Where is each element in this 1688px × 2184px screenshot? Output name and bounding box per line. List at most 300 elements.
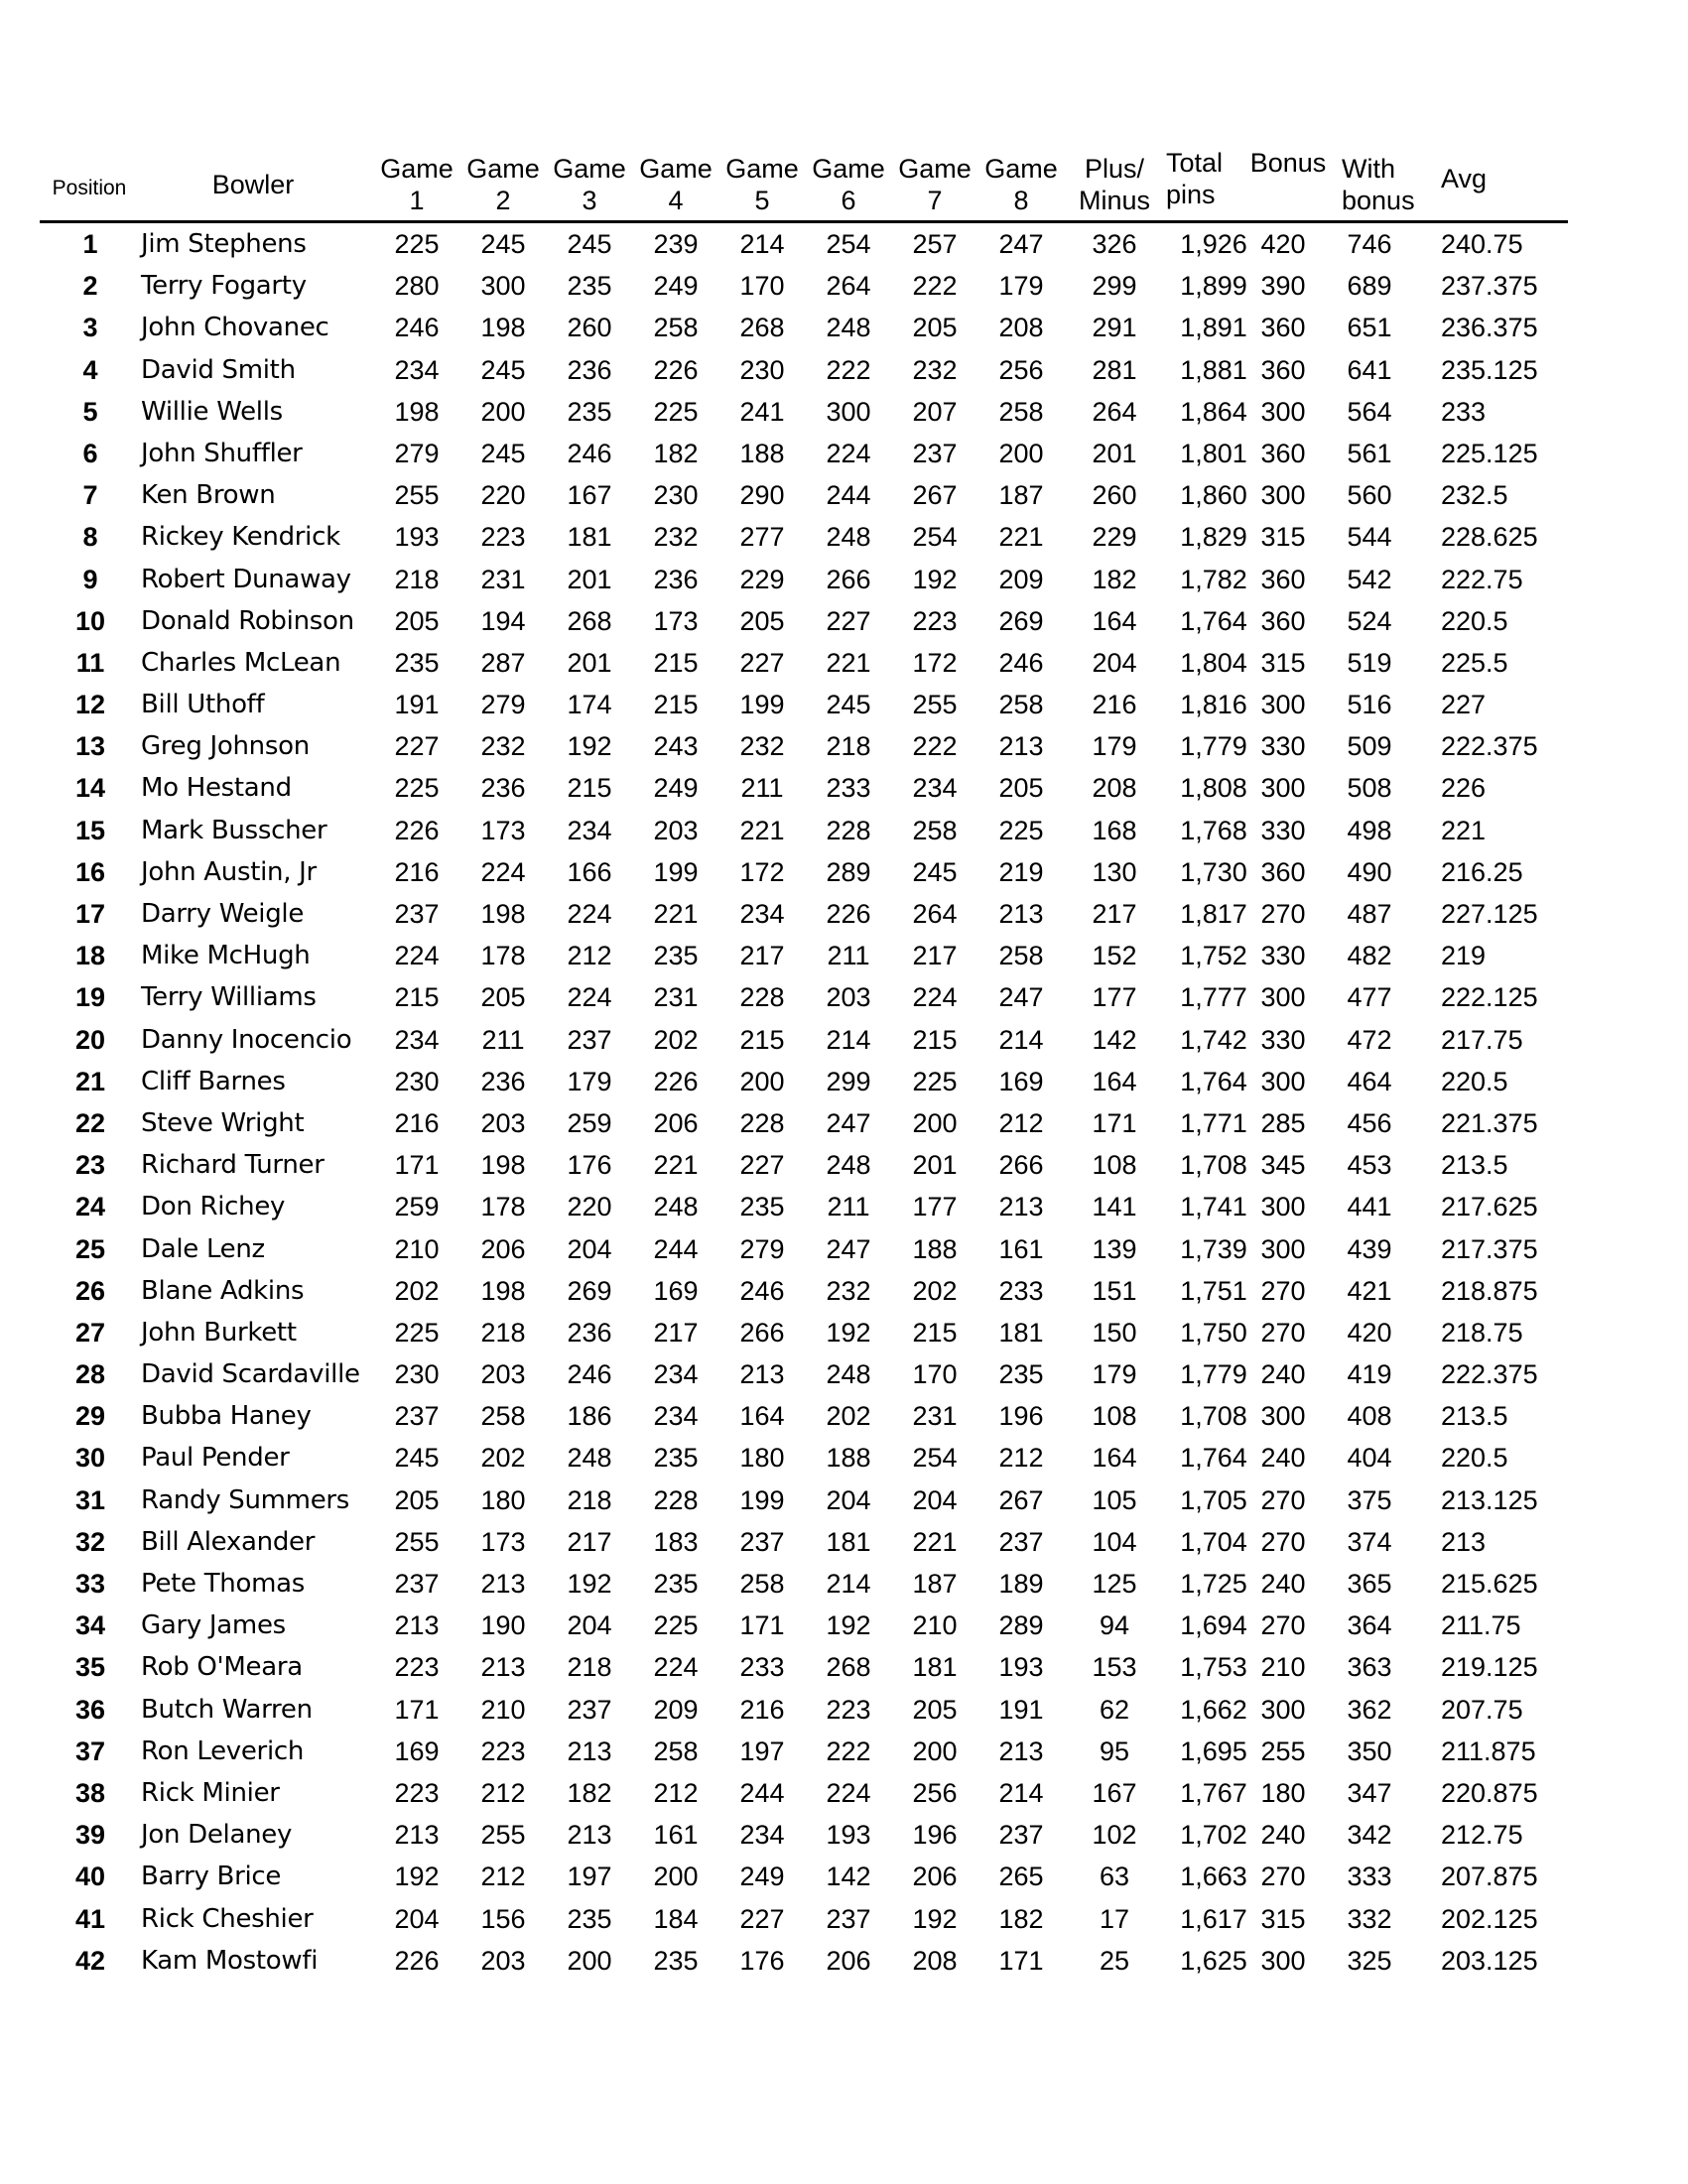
bonus-cell: 285 bbox=[1260, 1107, 1306, 1138]
with-bonus-cell: 347 bbox=[1347, 1777, 1392, 1808]
with-bonus-cell: 641 bbox=[1347, 354, 1392, 385]
avg-cell: 240.75 bbox=[1441, 229, 1523, 259]
position-cell: 24 bbox=[74, 1192, 106, 1222]
avg-cell: 222.125 bbox=[1441, 982, 1538, 1013]
header-with-bonus: With bonus bbox=[1342, 154, 1415, 215]
bowler-name-cell: Rickey Kendrick bbox=[141, 522, 340, 553]
avg-cell: 212.75 bbox=[1441, 1820, 1523, 1851]
game-2-cell: 224 bbox=[480, 856, 526, 887]
plus-minus-cell: 108 bbox=[1092, 1401, 1137, 1432]
plus-minus-cell: 62 bbox=[1099, 1694, 1130, 1725]
plus-minus-cell: 204 bbox=[1092, 647, 1137, 678]
bonus-cell: 210 bbox=[1260, 1652, 1306, 1683]
position-cell: 6 bbox=[82, 438, 98, 468]
game-3-cell: 213 bbox=[567, 1735, 612, 1766]
game-6-cell: 214 bbox=[826, 1569, 871, 1599]
game-5-cell: 214 bbox=[739, 229, 785, 259]
game-7-cell: 210 bbox=[912, 1610, 958, 1641]
game-5-cell: 227 bbox=[739, 1150, 785, 1181]
bonus-cell: 300 bbox=[1260, 1694, 1306, 1725]
table-row bbox=[40, 684, 1568, 725]
table-row bbox=[40, 1731, 1568, 1772]
position-cell: 35 bbox=[74, 1652, 106, 1683]
game-7-cell: 224 bbox=[912, 982, 958, 1013]
plus-minus-cell: 216 bbox=[1092, 690, 1137, 720]
game-8-cell: 171 bbox=[998, 1945, 1044, 1976]
game-7-cell: 181 bbox=[912, 1652, 958, 1683]
bowler-name-cell: Jon Delaney bbox=[141, 1820, 293, 1851]
table-row bbox=[40, 1898, 1568, 1940]
header-bowler: Bowler bbox=[211, 170, 295, 199]
game-3-cell: 220 bbox=[567, 1192, 612, 1222]
game-1-cell: 234 bbox=[394, 354, 440, 385]
avg-cell: 217.625 bbox=[1441, 1192, 1538, 1222]
game-3-cell: 215 bbox=[567, 773, 612, 804]
bowler-name-cell: Bubba Haney bbox=[141, 1401, 312, 1432]
game-6-cell: 266 bbox=[826, 564, 871, 594]
game-4-cell: 231 bbox=[653, 982, 699, 1013]
header-game-8: Game 8 bbox=[984, 154, 1058, 215]
bonus-cell: 270 bbox=[1260, 1526, 1306, 1557]
table-row bbox=[40, 1061, 1568, 1102]
bonus-cell: 360 bbox=[1260, 313, 1306, 343]
game-3-cell: 182 bbox=[567, 1777, 612, 1808]
game-8-cell: 213 bbox=[998, 731, 1044, 762]
with-bonus-cell: 332 bbox=[1347, 1903, 1392, 1934]
plus-minus-cell: 94 bbox=[1099, 1610, 1130, 1641]
table-row bbox=[40, 223, 1568, 265]
position-cell: 9 bbox=[82, 564, 98, 594]
position-cell: 5 bbox=[82, 396, 98, 427]
game-1-cell: 205 bbox=[394, 605, 440, 636]
bonus-cell: 300 bbox=[1260, 1233, 1306, 1264]
game-8-cell: 214 bbox=[998, 1777, 1044, 1808]
game-7-cell: 257 bbox=[912, 229, 958, 259]
game-3-cell: 166 bbox=[567, 856, 612, 887]
position-cell: 12 bbox=[74, 690, 106, 720]
table-row bbox=[40, 1605, 1568, 1646]
bonus-cell: 330 bbox=[1260, 941, 1306, 971]
plus-minus-cell: 164 bbox=[1092, 1066, 1137, 1096]
bowler-name-cell: Butch Warren bbox=[141, 1694, 313, 1725]
game-3-cell: 235 bbox=[567, 1903, 612, 1934]
position-cell: 40 bbox=[74, 1862, 106, 1892]
bowler-name-cell: Dale Lenz bbox=[141, 1233, 265, 1264]
game-8-cell: 205 bbox=[998, 773, 1044, 804]
total-pins-cell: 1,817 bbox=[1180, 899, 1247, 929]
bowler-name-cell: Robert Dunaway bbox=[141, 564, 351, 594]
game-5-cell: 268 bbox=[739, 313, 785, 343]
game-2-cell: 213 bbox=[480, 1652, 526, 1683]
game-8-cell: 237 bbox=[998, 1526, 1044, 1557]
game-2-cell: 245 bbox=[480, 354, 526, 385]
game-5-cell: 228 bbox=[739, 982, 785, 1013]
game-4-cell: 230 bbox=[653, 480, 699, 511]
game-8-cell: 225 bbox=[998, 815, 1044, 845]
game-4-cell: 236 bbox=[653, 564, 699, 594]
position-cell: 22 bbox=[74, 1107, 106, 1138]
game-2-cell: 194 bbox=[480, 605, 526, 636]
game-7-cell: 206 bbox=[912, 1862, 958, 1892]
game-7-cell: 267 bbox=[912, 480, 958, 511]
bonus-cell: 420 bbox=[1260, 229, 1306, 259]
game-2-cell: 223 bbox=[480, 1735, 526, 1766]
total-pins-cell: 1,804 bbox=[1180, 647, 1247, 678]
game-8-cell: 187 bbox=[998, 480, 1044, 511]
game-4-cell: 232 bbox=[653, 522, 699, 553]
bowler-name-cell: Pete Thomas bbox=[141, 1569, 305, 1599]
with-bonus-cell: 472 bbox=[1347, 1024, 1392, 1055]
game-3-cell: 217 bbox=[567, 1526, 612, 1557]
game-2-cell: 255 bbox=[480, 1820, 526, 1851]
game-8-cell: 212 bbox=[998, 1443, 1044, 1474]
game-5-cell: 199 bbox=[739, 690, 785, 720]
game-7-cell: 192 bbox=[912, 1903, 958, 1934]
game-2-cell: 232 bbox=[480, 731, 526, 762]
game-3-cell: 200 bbox=[567, 1945, 612, 1976]
table-row bbox=[40, 1270, 1568, 1312]
game-1-cell: 225 bbox=[394, 1317, 440, 1348]
game-4-cell: 248 bbox=[653, 1192, 699, 1222]
game-8-cell: 221 bbox=[998, 522, 1044, 553]
game-4-cell: 202 bbox=[653, 1024, 699, 1055]
total-pins-cell: 1,730 bbox=[1180, 856, 1247, 887]
game-6-cell: 245 bbox=[826, 690, 871, 720]
game-2-cell: 300 bbox=[480, 271, 526, 302]
bowler-name-cell: John Chovanec bbox=[141, 313, 329, 343]
game-8-cell: 269 bbox=[998, 605, 1044, 636]
game-2-cell: 202 bbox=[480, 1443, 526, 1474]
plus-minus-cell: 264 bbox=[1092, 396, 1137, 427]
game-3-cell: 179 bbox=[567, 1066, 612, 1096]
game-6-cell: 227 bbox=[826, 605, 871, 636]
game-5-cell: 217 bbox=[739, 941, 785, 971]
game-4-cell: 235 bbox=[653, 941, 699, 971]
game-8-cell: 196 bbox=[998, 1401, 1044, 1432]
total-pins-cell: 1,702 bbox=[1180, 1820, 1247, 1851]
total-pins-cell: 1,741 bbox=[1180, 1192, 1247, 1222]
header-game-1: Game 1 bbox=[380, 154, 454, 215]
game-8-cell: 189 bbox=[998, 1569, 1044, 1599]
position-cell: 36 bbox=[74, 1694, 106, 1725]
with-bonus-cell: 524 bbox=[1347, 605, 1392, 636]
position-cell: 17 bbox=[74, 899, 106, 929]
avg-cell: 213.5 bbox=[1441, 1401, 1508, 1432]
game-2-cell: 203 bbox=[480, 1945, 526, 1976]
game-1-cell: 230 bbox=[394, 1066, 440, 1096]
plus-minus-cell: 130 bbox=[1092, 856, 1137, 887]
plus-minus-cell: 139 bbox=[1092, 1233, 1137, 1264]
game-6-cell: 248 bbox=[826, 313, 871, 343]
total-pins-cell: 1,695 bbox=[1180, 1735, 1247, 1766]
position-cell: 7 bbox=[82, 480, 98, 511]
game-4-cell: 243 bbox=[653, 731, 699, 762]
with-bonus-cell: 364 bbox=[1347, 1610, 1392, 1641]
total-pins-cell: 1,829 bbox=[1180, 522, 1247, 553]
game-3-cell: 174 bbox=[567, 690, 612, 720]
header-game-7: Game 7 bbox=[898, 154, 972, 215]
game-7-cell: 172 bbox=[912, 647, 958, 678]
position-cell: 2 bbox=[82, 271, 98, 302]
game-3-cell: 186 bbox=[567, 1401, 612, 1432]
game-6-cell: 248 bbox=[826, 522, 871, 553]
table-row bbox=[40, 1019, 1568, 1061]
table-row bbox=[40, 433, 1568, 474]
game-6-cell: 222 bbox=[826, 1735, 871, 1766]
position-cell: 32 bbox=[74, 1526, 106, 1557]
position-cell: 27 bbox=[74, 1317, 106, 1348]
plus-minus-cell: 229 bbox=[1092, 522, 1137, 553]
game-1-cell: 202 bbox=[394, 1275, 440, 1306]
table-row bbox=[40, 1479, 1568, 1521]
game-7-cell: 201 bbox=[912, 1150, 958, 1181]
game-1-cell: 237 bbox=[394, 1401, 440, 1432]
avg-cell: 232.5 bbox=[1441, 480, 1508, 511]
bonus-cell: 360 bbox=[1260, 438, 1306, 468]
total-pins-cell: 1,663 bbox=[1180, 1862, 1247, 1892]
position-cell: 25 bbox=[74, 1233, 106, 1264]
plus-minus-cell: 151 bbox=[1092, 1275, 1137, 1306]
avg-cell: 202.125 bbox=[1441, 1903, 1538, 1934]
with-bonus-cell: 544 bbox=[1347, 522, 1392, 553]
game-5-cell: 213 bbox=[739, 1359, 785, 1390]
game-7-cell: 202 bbox=[912, 1275, 958, 1306]
game-5-cell: 241 bbox=[739, 396, 785, 427]
game-1-cell: 213 bbox=[394, 1820, 440, 1851]
table-row bbox=[40, 307, 1568, 348]
table-row bbox=[40, 1186, 1568, 1227]
bowler-name-cell: Bill Alexander bbox=[141, 1526, 316, 1557]
game-2-cell: 203 bbox=[480, 1107, 526, 1138]
with-bonus-cell: 363 bbox=[1347, 1652, 1392, 1683]
avg-cell: 213.125 bbox=[1441, 1484, 1538, 1515]
game-7-cell: 205 bbox=[912, 1694, 958, 1725]
header-game-2: Game 2 bbox=[466, 154, 540, 215]
bonus-cell: 315 bbox=[1260, 647, 1306, 678]
table-row bbox=[40, 1646, 1568, 1688]
avg-cell: 211.875 bbox=[1441, 1735, 1536, 1766]
plus-minus-cell: 182 bbox=[1092, 564, 1137, 594]
game-3-cell: 237 bbox=[567, 1024, 612, 1055]
game-6-cell: 299 bbox=[826, 1066, 871, 1096]
game-6-cell: 247 bbox=[826, 1107, 871, 1138]
game-2-cell: 198 bbox=[480, 1275, 526, 1306]
game-5-cell: 227 bbox=[739, 647, 785, 678]
game-6-cell: 142 bbox=[826, 1862, 871, 1892]
game-5-cell: 246 bbox=[739, 1275, 785, 1306]
position-cell: 26 bbox=[74, 1275, 106, 1306]
position-cell: 34 bbox=[74, 1610, 106, 1641]
position-cell: 28 bbox=[74, 1359, 106, 1390]
total-pins-cell: 1,752 bbox=[1180, 941, 1247, 971]
bonus-cell: 240 bbox=[1260, 1359, 1306, 1390]
game-7-cell: 225 bbox=[912, 1066, 958, 1096]
game-4-cell: 217 bbox=[653, 1317, 699, 1348]
with-bonus-cell: 519 bbox=[1347, 647, 1392, 678]
position-cell: 41 bbox=[74, 1903, 106, 1934]
game-5-cell: 197 bbox=[739, 1735, 785, 1766]
total-pins-cell: 1,808 bbox=[1180, 773, 1247, 804]
game-5-cell: 199 bbox=[739, 1484, 785, 1515]
game-4-cell: 184 bbox=[653, 1903, 699, 1934]
avg-cell: 216.25 bbox=[1441, 856, 1523, 887]
total-pins-cell: 1,708 bbox=[1180, 1401, 1247, 1432]
game-8-cell: 258 bbox=[998, 941, 1044, 971]
game-4-cell: 244 bbox=[653, 1233, 699, 1264]
table-row bbox=[40, 559, 1568, 600]
game-2-cell: 206 bbox=[480, 1233, 526, 1264]
plus-minus-cell: 168 bbox=[1092, 815, 1137, 845]
bowler-name-cell: Ron Leverich bbox=[141, 1735, 305, 1766]
table-row bbox=[40, 1814, 1568, 1856]
avg-cell: 221 bbox=[1441, 815, 1487, 845]
table-row bbox=[40, 600, 1568, 642]
bowler-name-cell: Willie Wells bbox=[141, 396, 283, 427]
game-5-cell: 180 bbox=[739, 1443, 785, 1474]
game-7-cell: 234 bbox=[912, 773, 958, 804]
game-5-cell: 216 bbox=[739, 1694, 785, 1725]
avg-cell: 221.375 bbox=[1441, 1107, 1538, 1138]
game-6-cell: 192 bbox=[826, 1317, 871, 1348]
game-2-cell: 200 bbox=[480, 396, 526, 427]
total-pins-cell: 1,750 bbox=[1180, 1317, 1247, 1348]
table-row bbox=[40, 349, 1568, 391]
avg-cell: 213.5 bbox=[1441, 1150, 1508, 1181]
plus-minus-cell: 164 bbox=[1092, 605, 1137, 636]
table-row bbox=[40, 391, 1568, 433]
game-6-cell: 289 bbox=[826, 856, 871, 887]
game-4-cell: 234 bbox=[653, 1401, 699, 1432]
game-7-cell: 200 bbox=[912, 1107, 958, 1138]
avg-cell: 228.625 bbox=[1441, 522, 1538, 553]
avg-cell: 217.75 bbox=[1441, 1024, 1523, 1055]
position-cell: 13 bbox=[74, 731, 106, 762]
avg-cell: 207.75 bbox=[1441, 1694, 1523, 1725]
bowler-name-cell: Richard Turner bbox=[141, 1150, 325, 1181]
bowler-name-cell: John Burkett bbox=[141, 1317, 297, 1348]
avg-cell: 219.125 bbox=[1441, 1652, 1538, 1683]
game-1-cell: 193 bbox=[394, 522, 440, 553]
game-1-cell: 226 bbox=[394, 815, 440, 845]
avg-cell: 225.5 bbox=[1441, 647, 1508, 678]
total-pins-cell: 1,764 bbox=[1180, 1443, 1247, 1474]
position-cell: 16 bbox=[74, 856, 106, 887]
game-8-cell: 200 bbox=[998, 438, 1044, 468]
header-game-6: Game 6 bbox=[812, 154, 885, 215]
with-bonus-cell: 542 bbox=[1347, 564, 1392, 594]
plus-minus-cell: 167 bbox=[1092, 1777, 1137, 1808]
game-6-cell: 248 bbox=[826, 1359, 871, 1390]
avg-cell: 219 bbox=[1441, 941, 1487, 971]
with-bonus-cell: 561 bbox=[1347, 438, 1392, 468]
game-5-cell: 227 bbox=[739, 1903, 785, 1934]
game-5-cell: 170 bbox=[739, 271, 785, 302]
game-6-cell: 228 bbox=[826, 815, 871, 845]
game-1-cell: 210 bbox=[394, 1233, 440, 1264]
game-1-cell: 213 bbox=[394, 1610, 440, 1641]
game-7-cell: 204 bbox=[912, 1484, 958, 1515]
with-bonus-cell: 421 bbox=[1347, 1275, 1392, 1306]
game-1-cell: 237 bbox=[394, 1569, 440, 1599]
game-5-cell: 258 bbox=[739, 1569, 785, 1599]
game-7-cell: 187 bbox=[912, 1569, 958, 1599]
game-3-cell: 192 bbox=[567, 731, 612, 762]
game-7-cell: 208 bbox=[912, 1945, 958, 1976]
game-2-cell: 220 bbox=[480, 480, 526, 511]
plus-minus-cell: 104 bbox=[1092, 1526, 1137, 1557]
position-cell: 3 bbox=[82, 313, 98, 343]
position-cell: 21 bbox=[74, 1066, 106, 1096]
game-1-cell: 234 bbox=[394, 1024, 440, 1055]
game-2-cell: 211 bbox=[481, 1024, 525, 1055]
bonus-cell: 270 bbox=[1260, 1317, 1306, 1348]
game-3-cell: 235 bbox=[567, 271, 612, 302]
game-3-cell: 236 bbox=[567, 354, 612, 385]
table-row bbox=[40, 1856, 1568, 1897]
game-7-cell: 215 bbox=[912, 1317, 958, 1348]
game-1-cell: 205 bbox=[394, 1484, 440, 1515]
bonus-cell: 240 bbox=[1260, 1569, 1306, 1599]
avg-cell: 227.125 bbox=[1441, 899, 1538, 929]
plus-minus-cell: 108 bbox=[1092, 1150, 1137, 1181]
game-1-cell: 171 bbox=[394, 1694, 440, 1725]
total-pins-cell: 1,708 bbox=[1180, 1150, 1247, 1181]
plus-minus-cell: 141 bbox=[1092, 1192, 1137, 1222]
bonus-cell: 255 bbox=[1260, 1735, 1306, 1766]
with-bonus-cell: 375 bbox=[1347, 1484, 1392, 1515]
plus-minus-cell: 260 bbox=[1092, 480, 1137, 511]
position-cell: 10 bbox=[74, 605, 106, 636]
game-8-cell: 247 bbox=[998, 982, 1044, 1013]
position-cell: 15 bbox=[74, 815, 106, 845]
game-6-cell: 300 bbox=[826, 396, 871, 427]
game-5-cell: 171 bbox=[739, 1610, 785, 1641]
total-pins-cell: 1,704 bbox=[1180, 1526, 1247, 1557]
avg-cell: 215.625 bbox=[1441, 1569, 1538, 1599]
bonus-cell: 270 bbox=[1260, 1862, 1306, 1892]
plus-minus-cell: 17 bbox=[1099, 1903, 1130, 1934]
position-cell: 1 bbox=[82, 229, 98, 259]
bowler-name-cell: Paul Pender bbox=[141, 1443, 290, 1474]
game-8-cell: 182 bbox=[998, 1903, 1044, 1934]
game-5-cell: 229 bbox=[739, 564, 785, 594]
game-3-cell: 212 bbox=[567, 941, 612, 971]
game-8-cell: 191 bbox=[998, 1694, 1044, 1725]
game-4-cell: 169 bbox=[653, 1275, 699, 1306]
with-bonus-cell: 482 bbox=[1347, 941, 1392, 971]
game-4-cell: 225 bbox=[653, 1610, 699, 1641]
game-2-cell: 210 bbox=[480, 1694, 526, 1725]
game-1-cell: 169 bbox=[394, 1735, 440, 1766]
total-pins-cell: 1,782 bbox=[1180, 564, 1247, 594]
bowler-name-cell: Charles McLean bbox=[141, 647, 341, 678]
game-2-cell: 205 bbox=[480, 982, 526, 1013]
game-7-cell: 205 bbox=[912, 313, 958, 343]
bonus-cell: 315 bbox=[1260, 1903, 1306, 1934]
plus-minus-cell: 102 bbox=[1092, 1820, 1137, 1851]
game-3-cell: 176 bbox=[567, 1150, 612, 1181]
with-bonus-cell: 453 bbox=[1347, 1150, 1392, 1181]
with-bonus-cell: 509 bbox=[1347, 731, 1392, 762]
with-bonus-cell: 350 bbox=[1347, 1735, 1392, 1766]
position-cell: 18 bbox=[74, 941, 106, 971]
game-5-cell: 228 bbox=[739, 1107, 785, 1138]
game-1-cell: 237 bbox=[394, 899, 440, 929]
bowler-name-cell: Mo Hestand bbox=[141, 773, 292, 804]
plus-minus-cell: 217 bbox=[1092, 899, 1137, 929]
game-3-cell: 192 bbox=[567, 1569, 612, 1599]
game-6-cell: 211 bbox=[827, 1192, 870, 1222]
